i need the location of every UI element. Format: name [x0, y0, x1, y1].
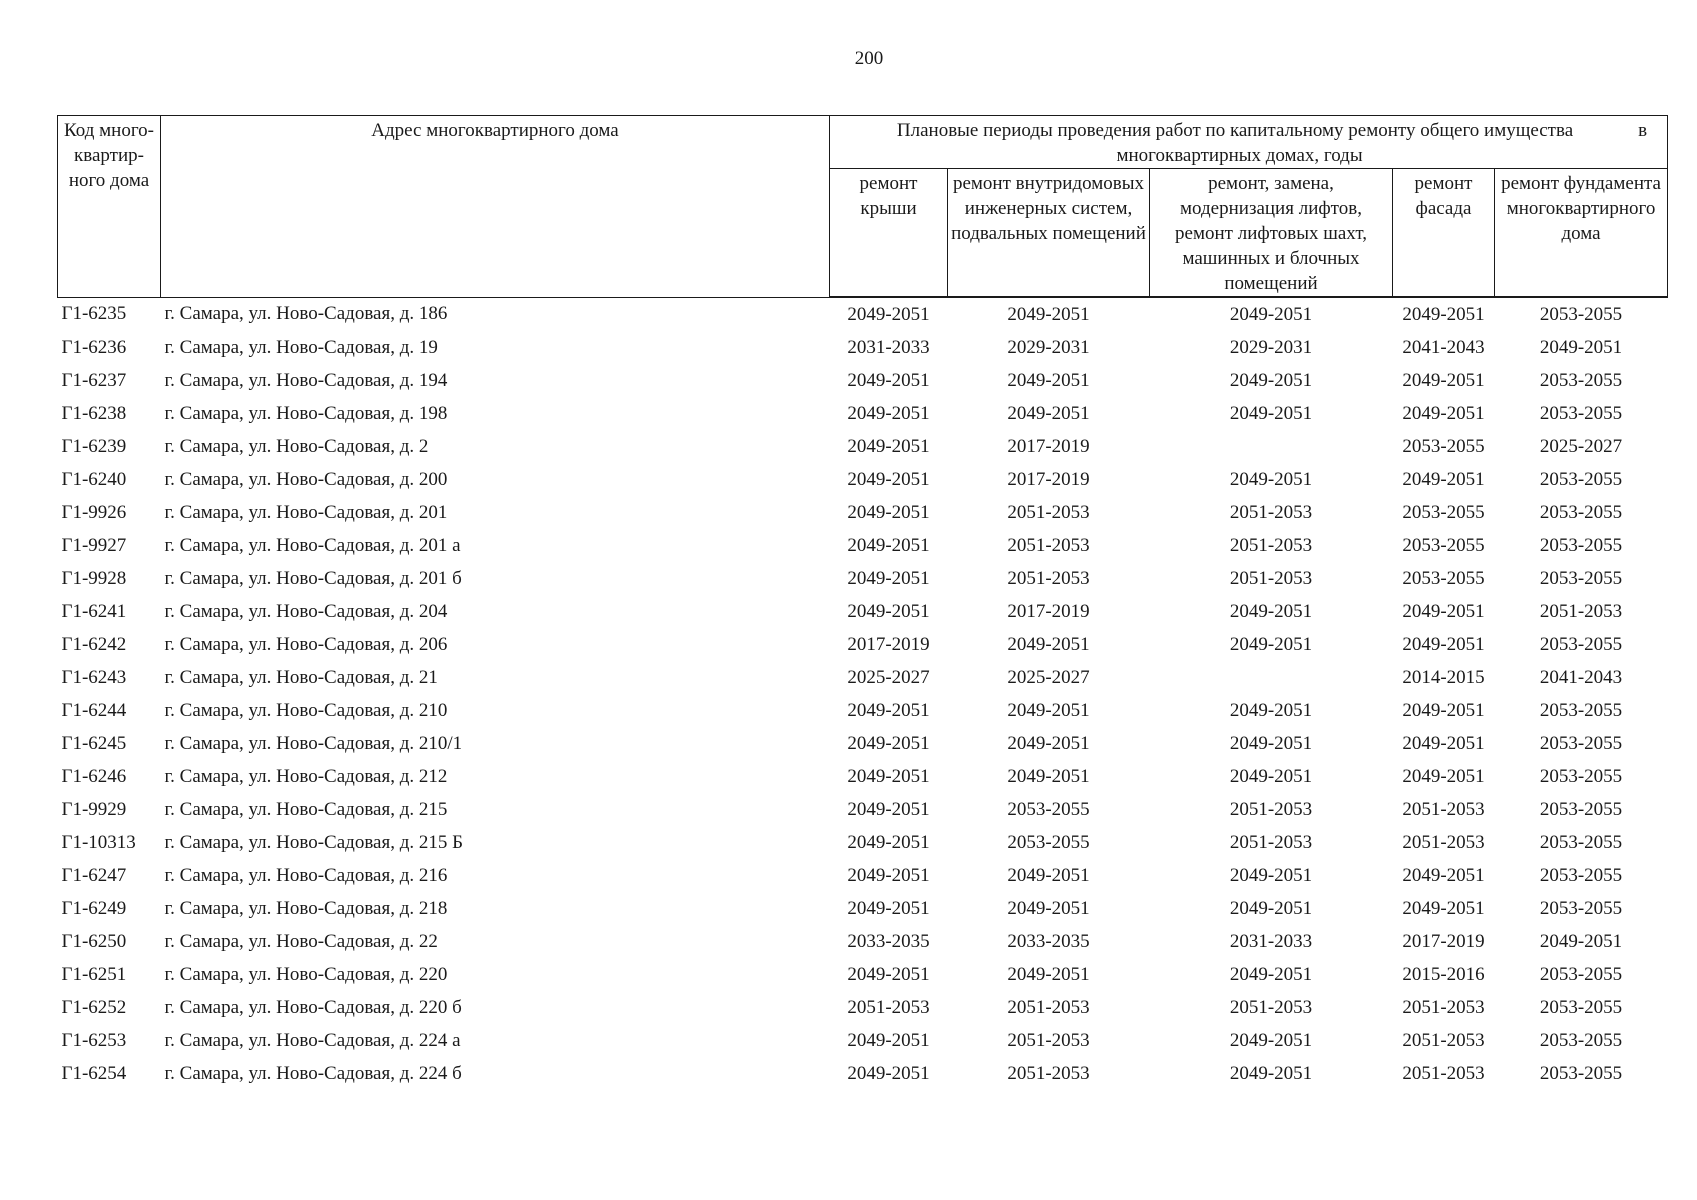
cell-code: Г1-6237	[61, 369, 127, 391]
cell-code: Г1-6235	[61, 303, 127, 325]
cell-code: Г1-6244	[61, 699, 127, 721]
cell-facade: 2049-2051	[1402, 897, 1485, 919]
cell-systems: 2051-2053	[1007, 567, 1090, 589]
cell-roof: 2051-2053	[847, 996, 930, 1018]
cell-systems: 2051-2053	[1007, 534, 1090, 556]
cell-systems: 2053-2055	[1007, 798, 1090, 820]
table-row	[58, 991, 1668, 1024]
cell-roof: 2049-2051	[847, 402, 930, 424]
cell-address: г. Самара, ул. Ново-Садовая, д. 220 б	[164, 996, 462, 1018]
cell-facade: 2049-2051	[1402, 468, 1485, 490]
cell-roof: 2049-2051	[847, 798, 930, 820]
cell-elevators: 2049-2051	[1229, 732, 1313, 754]
cell-systems: 2025-2027	[1007, 666, 1090, 688]
cell-foundation: 2053-2055	[1539, 534, 1623, 556]
repair-schedule-table	[57, 115, 1668, 1090]
header-group-title-line2: многоквартирных домах, годы	[1116, 145, 1363, 166]
cell-systems: 2049-2051	[1007, 303, 1090, 325]
table-row	[58, 496, 1668, 529]
cell-foundation: 2051-2053	[1539, 600, 1623, 622]
cell-systems: 2033-2035	[1007, 930, 1090, 952]
cell-roof: 2049-2051	[847, 600, 930, 622]
cell-elevators: 2049-2051	[1229, 963, 1313, 985]
table-row	[58, 793, 1668, 826]
table-row	[58, 661, 1668, 694]
cell-address: г. Самара, ул. Ново-Садовая, д. 200	[164, 468, 448, 490]
cell-roof: 2049-2051	[847, 897, 930, 919]
header-facade: ремонт фасада	[1393, 169, 1495, 298]
cell-code: Г1-10313	[61, 831, 136, 853]
table-row	[58, 892, 1668, 925]
cell-elevators	[1150, 430, 1393, 463]
cell-code: Г1-6243	[61, 666, 127, 688]
cell-facade: 2014-2015	[1402, 666, 1485, 688]
cell-address: г. Самара, ул. Ново-Садовая, д. 201	[164, 501, 448, 523]
cell-elevators: 2049-2051	[1229, 303, 1313, 325]
cell-address: г. Самара, ул. Ново-Садовая, д. 212	[164, 765, 448, 787]
cell-address: г. Самара, ул. Ново-Садовая, д. 21	[164, 666, 438, 688]
cell-address: г. Самара, ул. Ново-Садовая, д. 22	[164, 930, 438, 952]
table-row	[58, 694, 1668, 727]
cell-facade: 2053-2055	[1402, 534, 1485, 556]
header-group-title: Плановые периоды проведения работ по капитальному ремонту общего имущества	[896, 120, 1574, 141]
cell-code: Г1-6253	[61, 1029, 127, 1051]
table-row	[58, 595, 1668, 628]
cell-elevators: 2049-2051	[1229, 765, 1313, 787]
table-row	[58, 364, 1668, 397]
cell-elevators: 2049-2051	[1229, 1029, 1313, 1051]
cell-code: Г1-6251	[61, 963, 127, 985]
table-row	[58, 826, 1668, 859]
table-row	[58, 760, 1668, 793]
cell-systems: 2051-2053	[1007, 1029, 1090, 1051]
cell-facade: 2051-2053	[1402, 831, 1485, 853]
cell-elevators: 2031-2033	[1229, 930, 1313, 952]
cell-facade: 2051-2053	[1402, 798, 1485, 820]
table-row	[58, 958, 1668, 991]
cell-address: г. Самара, ул. Ново-Садовая, д. 224 б	[164, 1062, 462, 1084]
cell-foundation: 2053-2055	[1539, 633, 1623, 655]
cell-foundation: 2053-2055	[1539, 699, 1623, 721]
header-foundation: ремонт фундамента многоквартирного дома	[1495, 169, 1668, 298]
cell-code: Г1-6242	[61, 633, 127, 655]
cell-systems: 2053-2055	[1007, 831, 1090, 853]
cell-elevators: 2049-2051	[1229, 402, 1313, 424]
cell-foundation: 2053-2055	[1539, 1029, 1623, 1051]
table-row	[58, 925, 1668, 958]
cell-facade: 2051-2053	[1402, 996, 1485, 1018]
cell-elevators: 2049-2051	[1229, 864, 1313, 886]
cell-facade: 2049-2051	[1402, 402, 1485, 424]
cell-elevators: 2051-2053	[1229, 567, 1313, 589]
page-number: 200	[854, 48, 884, 69]
table-row	[58, 727, 1668, 760]
cell-roof: 2049-2051	[847, 501, 930, 523]
cell-facade: 2049-2051	[1402, 600, 1485, 622]
cell-facade: 2051-2053	[1402, 1029, 1485, 1051]
cell-code: Г1-6250	[61, 930, 127, 952]
cell-roof: 2031-2033	[847, 336, 930, 358]
cell-roof: 2049-2051	[847, 831, 930, 853]
cell-code: Г1-6245	[61, 732, 127, 754]
header-group-tail: в	[1638, 120, 1648, 141]
cell-systems: 2049-2051	[1007, 765, 1090, 787]
table-row	[58, 463, 1668, 496]
cell-systems: 2017-2019	[1007, 435, 1090, 457]
header-roof: ремонт крыши	[830, 169, 948, 298]
cell-elevators: 2049-2051	[1229, 600, 1313, 622]
cell-systems: 2029-2031	[1007, 336, 1090, 358]
cell-systems: 2049-2051	[1007, 864, 1090, 886]
cell-address: г. Самара, ул. Ново-Садовая, д. 204	[164, 600, 448, 622]
table-row	[58, 628, 1668, 661]
cell-facade: 2053-2055	[1402, 501, 1485, 523]
cell-elevators: 2049-2051	[1229, 633, 1313, 655]
cell-facade: 2049-2051	[1402, 303, 1485, 325]
cell-elevators: 2049-2051	[1229, 1062, 1313, 1084]
cell-elevators: 2051-2053	[1229, 831, 1313, 853]
cell-address: г. Самара, ул. Ново-Садовая, д. 194	[164, 369, 448, 391]
cell-elevators: 2049-2051	[1229, 897, 1313, 919]
cell-foundation: 2053-2055	[1539, 369, 1623, 391]
cell-facade: 2053-2055	[1402, 435, 1485, 457]
cell-systems: 2017-2019	[1007, 468, 1090, 490]
cell-elevators: 2051-2053	[1229, 996, 1313, 1018]
table-row	[58, 1024, 1668, 1057]
cell-roof: 2017-2019	[847, 633, 930, 655]
cell-systems: 2017-2019	[1007, 600, 1090, 622]
cell-code: Г1-6239	[61, 435, 127, 457]
cell-address: г. Самара, ул. Ново-Садовая, д. 216	[164, 864, 448, 886]
cell-elevators: 2051-2053	[1229, 798, 1313, 820]
cell-code: Г1-6236	[61, 336, 127, 358]
header-code: Код много-квартир-ного дома	[58, 116, 161, 298]
cell-foundation: 2053-2055	[1539, 567, 1623, 589]
cell-facade: 2049-2051	[1402, 633, 1485, 655]
cell-systems: 2049-2051	[1007, 897, 1090, 919]
cell-address: г. Самара, ул. Ново-Садовая, д. 2	[164, 435, 429, 457]
cell-facade: 2017-2019	[1402, 930, 1485, 952]
cell-roof: 2049-2051	[847, 534, 930, 556]
cell-facade: 2053-2055	[1402, 567, 1485, 589]
cell-foundation: 2053-2055	[1539, 402, 1623, 424]
cell-elevators: 2049-2051	[1229, 369, 1313, 391]
cell-systems: 2049-2051	[1007, 699, 1090, 721]
cell-elevators: 2049-2051	[1229, 468, 1313, 490]
cell-facade: 2041-2043	[1402, 336, 1485, 358]
cell-foundation: 2053-2055	[1539, 798, 1623, 820]
cell-foundation: 2053-2055	[1539, 501, 1623, 523]
cell-foundation: 2053-2055	[1539, 897, 1623, 919]
cell-roof: 2049-2051	[847, 435, 930, 457]
cell-foundation: 2053-2055	[1539, 996, 1623, 1018]
cell-code: Г1-9927	[61, 534, 127, 556]
cell-facade: 2049-2051	[1402, 765, 1485, 787]
cell-systems: 2049-2051	[1007, 633, 1090, 655]
cell-foundation: 2053-2055	[1539, 864, 1623, 886]
cell-roof: 2049-2051	[847, 732, 930, 754]
cell-roof: 2033-2035	[847, 930, 930, 952]
cell-roof: 2049-2051	[847, 1062, 930, 1084]
header-address: Адрес многоквартирного дома	[161, 116, 830, 298]
cell-address: г. Самара, ул. Ново-Садовая, д. 215 Б	[164, 831, 464, 853]
cell-code: Г1-6241	[61, 600, 127, 622]
cell-address: г. Самара, ул. Ново-Садовая, д. 19	[164, 336, 438, 358]
cell-address: г. Самара, ул. Ново-Садовая, д. 215	[164, 798, 448, 820]
cell-code: Г1-9929	[61, 798, 127, 820]
cell-roof: 2049-2051	[847, 864, 930, 886]
cell-elevators: 2051-2053	[1229, 534, 1313, 556]
cell-address: г. Самара, ул. Ново-Садовая, д. 210/1	[164, 732, 463, 754]
table-row	[58, 859, 1668, 892]
cell-address: г. Самара, ул. Ново-Садовая, д. 198	[164, 402, 448, 424]
cell-foundation: 2049-2051	[1539, 930, 1623, 952]
header-group	[830, 116, 1668, 169]
table-row	[58, 1057, 1668, 1090]
table-row	[58, 430, 1668, 463]
cell-elevators	[1150, 661, 1393, 694]
cell-address: г. Самара, ул. Ново-Садовая, д. 224 а	[164, 1029, 461, 1051]
cell-address: г. Самара, ул. Ново-Садовая, д. 186	[164, 303, 448, 325]
cell-code: Г1-6254	[61, 1062, 127, 1084]
cell-address: г. Самара, ул. Ново-Садовая, д. 210	[164, 699, 448, 721]
cell-code: Г1-6249	[61, 897, 127, 919]
cell-foundation: 2049-2051	[1539, 336, 1623, 358]
cell-facade: 2051-2053	[1402, 1062, 1485, 1084]
cell-address: г. Самара, ул. Ново-Садовая, д. 201 а	[164, 534, 461, 556]
cell-roof: 2049-2051	[847, 567, 930, 589]
cell-systems: 2049-2051	[1007, 402, 1090, 424]
cell-systems: 2049-2051	[1007, 369, 1090, 391]
table-row	[58, 529, 1668, 562]
cell-systems: 2051-2053	[1007, 996, 1090, 1018]
cell-foundation: 2053-2055	[1539, 468, 1623, 490]
cell-elevators: 2051-2053	[1229, 501, 1313, 523]
cell-facade: 2049-2051	[1402, 369, 1485, 391]
cell-code: Г1-9926	[61, 501, 127, 523]
table-row	[58, 397, 1668, 430]
cell-roof: 2049-2051	[847, 303, 930, 325]
cell-roof: 2049-2051	[847, 1029, 930, 1051]
cell-facade: 2015-2016	[1402, 963, 1485, 985]
cell-code: Г1-6238	[61, 402, 127, 424]
cell-code: Г1-6252	[61, 996, 127, 1018]
cell-code: Г1-9928	[61, 567, 127, 589]
cell-roof: 2025-2027	[847, 666, 930, 688]
cell-foundation: 2053-2055	[1539, 303, 1623, 325]
cell-foundation: 2041-2043	[1539, 666, 1623, 688]
cell-elevators: 2049-2051	[1229, 699, 1313, 721]
cell-roof: 2049-2051	[847, 963, 930, 985]
cell-systems: 2049-2051	[1007, 732, 1090, 754]
table-row	[58, 297, 1668, 331]
cell-systems: 2051-2053	[1007, 1062, 1090, 1084]
cell-address: г. Самара, ул. Ново-Садовая, д. 201 б	[164, 567, 462, 589]
cell-roof: 2049-2051	[847, 765, 930, 787]
cell-foundation: 2053-2055	[1539, 963, 1623, 985]
cell-facade: 2049-2051	[1402, 699, 1485, 721]
cell-facade: 2049-2051	[1402, 732, 1485, 754]
header-row-top	[58, 116, 1668, 169]
table-body	[58, 297, 1668, 1090]
cell-systems: 2051-2053	[1007, 501, 1090, 523]
cell-code: Г1-6247	[61, 864, 127, 886]
cell-elevators: 2029-2031	[1229, 336, 1313, 358]
cell-address: г. Самара, ул. Ново-Садовая, д. 220	[164, 963, 448, 985]
cell-roof: 2049-2051	[847, 699, 930, 721]
cell-address: г. Самара, ул. Ново-Садовая, д. 206	[164, 633, 448, 655]
cell-foundation: 2053-2055	[1539, 831, 1623, 853]
table-row	[58, 331, 1668, 364]
cell-foundation: 2053-2055	[1539, 1062, 1623, 1084]
cell-foundation: 2053-2055	[1539, 732, 1623, 754]
cell-code: Г1-6240	[61, 468, 127, 490]
cell-address: г. Самара, ул. Ново-Садовая, д. 218	[164, 897, 448, 919]
cell-roof: 2049-2051	[847, 468, 930, 490]
table-row	[58, 562, 1668, 595]
cell-foundation: 2025-2027	[1539, 435, 1623, 457]
header-systems: ремонт внутридомовых инженерных систем, подвальных помещений	[948, 169, 1150, 298]
cell-code: Г1-6246	[61, 765, 127, 787]
cell-facade: 2049-2051	[1402, 864, 1485, 886]
cell-roof: 2049-2051	[847, 369, 930, 391]
header-elevators: ремонт, замена, модернизация лифтов, ремонт лифтовых шахт, машинных и блочных помещений	[1150, 169, 1393, 298]
cell-systems: 2049-2051	[1007, 963, 1090, 985]
cell-foundation: 2053-2055	[1539, 765, 1623, 787]
